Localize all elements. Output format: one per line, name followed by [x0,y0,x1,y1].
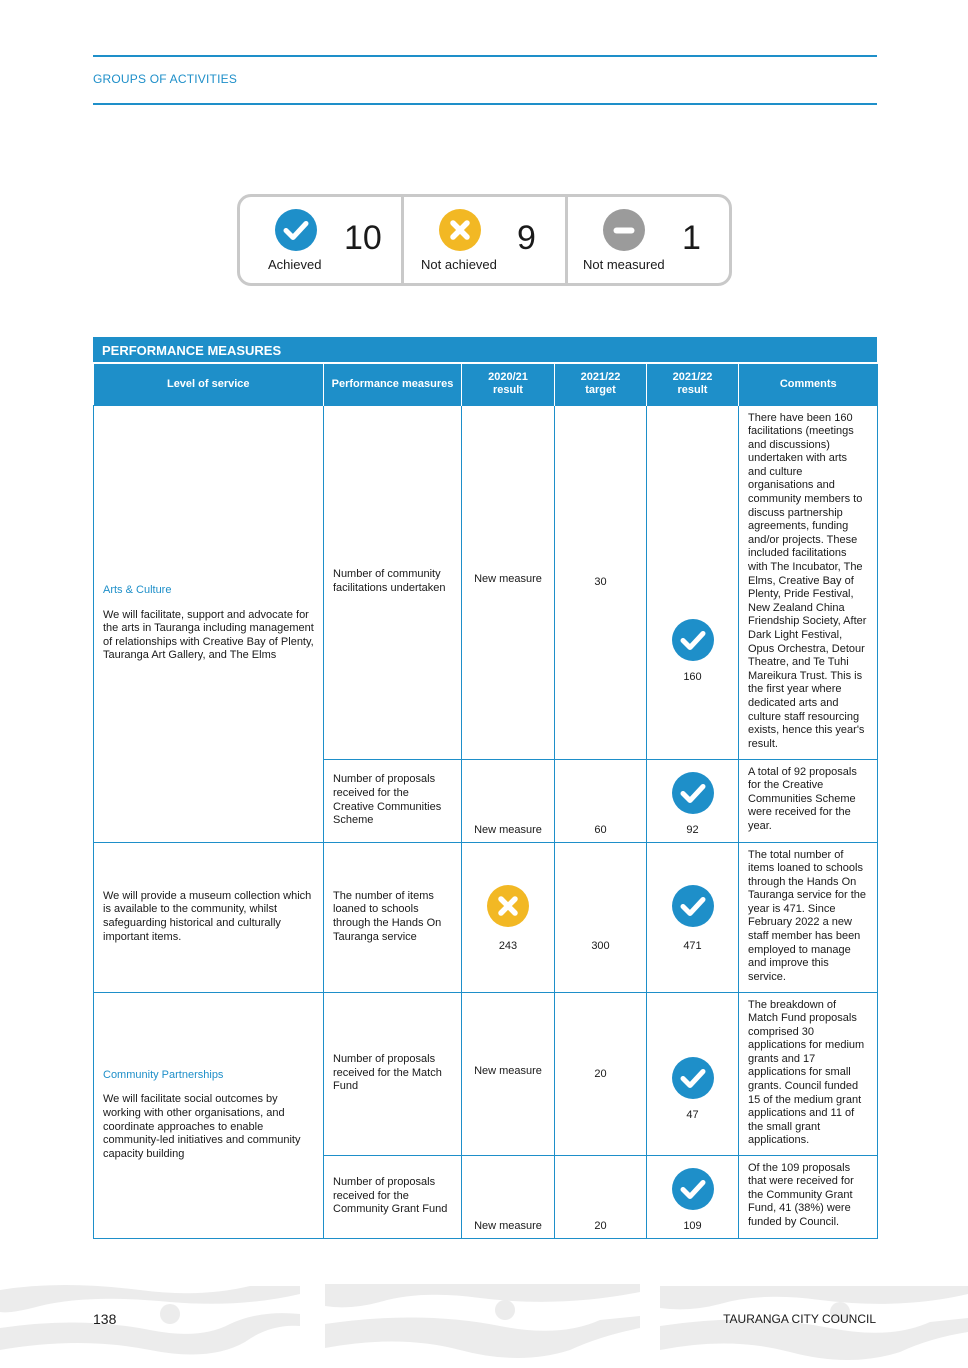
table-row [94,992,878,1155]
prev-result-cell: New measure [462,1155,555,1238]
level-of-service-cell [94,992,324,1238]
target-cell: 20 [555,1155,647,1238]
table-header-row [94,364,878,405]
comment-cell: There have been 160 facilitations (meetings and discussions) undertaken with arts and culture organisations and community members to discuss partnership agreements, funding and/or projects. These included facilitations with The Incubator, The Elms, Creative Bay of Plenty, Pride Festival, New Zealand China Friendship Society, After Dark Light Festival, Opus Orchestra, Detour Theatre, and Te Tuhi Mareikura Trust. This is the first year where dedicated arts and culture staff resourcing exists, hence this year's result. [739,405,878,759]
table-row [94,405,878,759]
measure-cell: The number of items loaned to schools through the Hands On Tauranga service [324,842,462,992]
level-of-service-cell [94,405,324,842]
not-measured-count: 1 [682,219,701,257]
not-achieved-label: Not achieved [421,257,497,272]
summary-not-achieved [404,197,568,283]
check-circle-icon [275,209,317,251]
measure-cell: Number of proposals received for the Match Fund [324,992,462,1155]
achieved-label: Achieved [268,257,322,272]
comment-cell: The breakdown of Match Fund proposals comprised 30 applications for medium grants and 17 applications for small grants. Council funded 15 of the medium grant applications and 11 of the small grant applications. [739,992,878,1155]
col-2021-22-target: 2021/22 target [555,364,647,405]
check-circle-icon [672,1057,714,1099]
group-description: We will facilitate social outcomes by working with other organisations, and coordinate approaches to enable community-led initiatives and community capacity building [103,1093,301,1160]
result-cell: 47 [647,992,739,1155]
header-bottom-rule [93,103,877,105]
col-performance-measures: Performance measures [324,364,462,405]
prev-result-cell: New measure [462,992,555,1155]
measure-cell: Number of community facilitations undertaken [324,405,462,759]
x-circle-icon [487,885,529,927]
achieved-count: 10 [344,219,382,257]
comment-cell: The total number of items loaned to schools through the Hands On Tauranga service for the year is 471. Since February 2022 a new staff member has been employed to manage and improve this service. [739,842,878,992]
not-achieved-count: 9 [517,219,536,257]
x-circle-icon [439,209,481,251]
prev-result-cell: 243 [462,842,555,992]
result-cell: 471 [647,842,739,992]
prev-result-cell: New measure [462,405,555,759]
group-heading-community-partnerships: Community Partnerships [103,1068,224,1081]
group-heading-arts-culture: Arts & Culture [103,584,172,597]
target-cell: 20 [555,992,647,1155]
check-circle-icon [672,885,714,927]
target-cell: 60 [555,759,647,842]
col-2021-22-result: 2021/22 result [647,364,739,405]
col-2020-21-result: 2020/21 result [462,364,555,405]
group-description: We will provide a museum collection which is available to the community, whilst safeguarding historical and culturally important items. [103,889,312,943]
prev-result-cell: New measure [462,759,555,842]
measure-cell: Number of proposals received for the Community Grant Fund [324,1155,462,1238]
check-circle-icon [672,772,714,814]
section-label: GROUPS OF ACTIVITIES [93,72,238,86]
summary-not-measured [568,197,729,283]
col-comments: Comments [739,364,878,405]
check-circle-icon [672,619,714,661]
comment-cell: Of the 109 proposals that were received for the Community Grant Fund, 41 (38%) were funded by Council. [739,1155,878,1238]
table-row [94,842,878,992]
table-title: PERFORMANCE MEASURES [93,337,877,364]
col-level-of-service: Level of service [94,364,324,405]
check-circle-icon [672,1168,714,1210]
measure-cell: Number of proposals received for the Creative Communities Scheme [324,759,462,842]
not-measured-label: Not measured [583,257,665,272]
summary-achieved [240,197,404,283]
result-cell: 92 [647,759,739,842]
target-cell: 30 [555,405,647,759]
group-description: We will facilitate, support and advocate for the arts in Tauranga including management of relationships with Creative Bay of Plenty, Tauranga Art Gallery, and The Elms [103,608,314,662]
performance-measures-table [93,337,877,1239]
page-number: 138 [93,1311,117,1327]
result-cell: 160 [647,405,739,759]
measures-grid [93,364,878,1239]
results-summary [237,194,732,286]
result-cell: 109 [647,1155,739,1238]
header-top-rule [93,55,877,57]
minus-circle-icon [603,209,645,251]
comment-cell: A total of 92 proposals for the Creative Communities Scheme were received for the year. [739,759,878,842]
level-of-service-cell [94,842,324,992]
footer-organisation: TAURANGA CITY COUNCIL [723,1312,876,1326]
target-cell: 300 [555,842,647,992]
